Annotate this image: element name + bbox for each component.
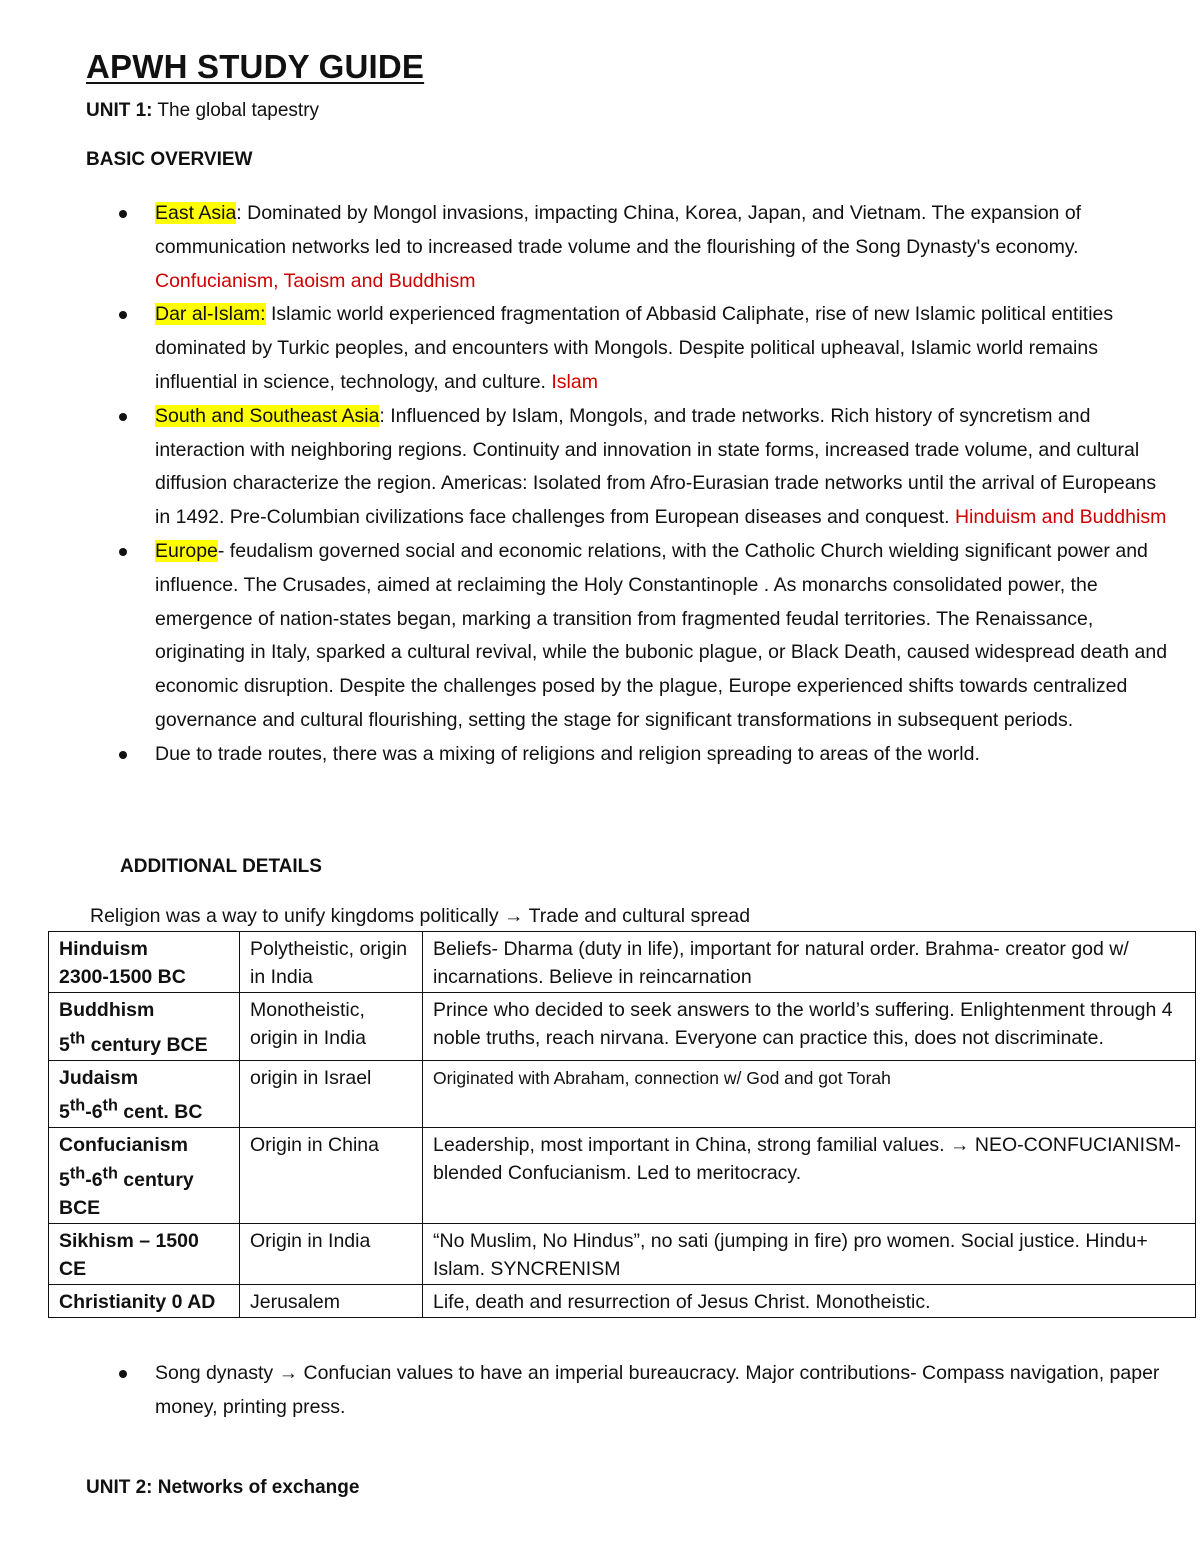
religion-name-cell xyxy=(49,1128,240,1224)
religion-name-cell xyxy=(49,1060,240,1128)
religion-name-cell xyxy=(49,993,240,1061)
religions-table xyxy=(48,931,1196,1318)
religion-details-cell: Leadership, most important in China, strong familial values. → NEO-CONFUCIANISM- blended Confucianism. Led to meritocracy. xyxy=(423,1128,1196,1224)
highlighted-term: Europe xyxy=(155,539,218,562)
table-row xyxy=(49,993,1196,1061)
highlighted-term: South and Southeast Asia xyxy=(155,404,380,427)
highlighted-term: East Asia xyxy=(155,202,237,224)
item-text: : Influenced by Islam, Mongols, and trade networks. Rich history of syncretism and interaction with neighboring regions. Continuity and innovation in state forms, increased trade volume, and cultural diffusion characterize the region. Americas: Isolated from Afro-Eurasian trade networks until the arrival of Europeans in 1492. Pre-Columbian civilizations face challenges from European diseases and conquest. xyxy=(155,404,1157,529)
religion-name: Hinduism xyxy=(59,938,148,960)
list-item-east-asia xyxy=(110,197,1170,298)
date-superscript: th xyxy=(69,1164,86,1182)
song-dynasty-list xyxy=(110,1357,1180,1425)
religion-details-cell: Life, death and resurrection of Jesus Christ. Monotheistic. xyxy=(423,1284,1196,1317)
unit-1-heading xyxy=(86,100,319,122)
date-superscript: th xyxy=(69,1029,86,1047)
religion-date xyxy=(59,1096,203,1123)
table-row xyxy=(49,1223,1196,1284)
religion-date xyxy=(59,1029,208,1056)
date-number: -6 xyxy=(85,1101,103,1123)
table-row xyxy=(49,1060,1196,1128)
religion-origin-cell: origin in Israel xyxy=(240,1060,423,1128)
item-text: : Dominated by Mongol invasions, impacting China, Korea, Japan, and Vietnam. The expansion of communication networks led to increased trade volume and the flourishing of the Song Dynasty's economy. xyxy=(155,202,1082,258)
item-text: - feudalism governed social and economic relations, with the Catholic Church wielding significant power and influence. The Crusades, aimed at reclaiming the Holy Constantinople . As monarchs consolidated power, the emergence of nation-states began, marking a transition from fragmented feudal territories. The Renaissance, originating in Italy, sparked a cultural revival, while the bubonic plague, or Black Death, caused widespread death and economic disruption. Despite the challenges posed by the plague, Europe experienced shifts towards centralized governance and cultural flourishing, setting the stage for significant transformations in subsequent periods. xyxy=(155,539,1168,731)
unit-2-label: UNIT 2: xyxy=(86,1477,153,1498)
list-item-song-dynasty xyxy=(110,1357,1180,1425)
list-item-south-asia xyxy=(110,400,1170,535)
religion-date: 2300-1500 BC xyxy=(59,966,186,988)
religion-origin-cell: Origin in China xyxy=(240,1128,423,1224)
date-superscript: th xyxy=(102,1096,118,1115)
list-item-europe xyxy=(110,535,1170,738)
religion-details-cell: “No Muslim, No Hindus”, no sati (jumping in fire) pro women. Social justice. Hindu+ Islam. SYNCRENISM xyxy=(423,1223,1196,1284)
date-number: -6 xyxy=(85,1168,103,1191)
religion-name: Buddhism xyxy=(59,999,155,1021)
religion-note: Confucianism, Taoism and Buddhism xyxy=(155,269,476,292)
date-number: 5 xyxy=(59,1101,70,1123)
unit-2-name: Networks of exchange xyxy=(152,1477,360,1498)
date-suffix: cent. BC xyxy=(117,1101,203,1123)
date-superscript: th xyxy=(69,1096,86,1115)
religion-name: Confucianism xyxy=(59,1134,188,1156)
religion-note: Hinduism and Buddhism xyxy=(954,506,1167,529)
additional-details-heading: ADDITIONAL DETAILS xyxy=(120,856,322,877)
unit-2-heading xyxy=(86,1477,359,1499)
date-number: 5 xyxy=(59,1033,70,1056)
item-text: Due to trade routes, there was a mixing of religions and religion spreading to areas of the world. xyxy=(155,742,980,765)
religion-name-cell: Sikhism – 1500 CE xyxy=(49,1223,240,1284)
religion-name: Judaism xyxy=(59,1066,139,1089)
table-row xyxy=(49,932,1196,993)
unit-1-label: UNIT 1: xyxy=(86,100,153,121)
religion-note: Islam xyxy=(551,370,598,393)
religion-name-cell xyxy=(49,932,240,993)
religion-details-cell: Prince who decided to seek answers to the world’s suffering. Enlightenment through 4 noble truths, reach nirvana. Everyone can practice this, does not discriminate. xyxy=(423,993,1196,1061)
religion-origin-cell: Monotheistic, origin in India xyxy=(240,993,423,1061)
basic-overview-heading: BASIC OVERVIEW xyxy=(86,149,253,170)
date-suffix: century BCE xyxy=(85,1033,208,1056)
religion-date xyxy=(59,1164,194,1219)
religion-origin-cell: Origin in India xyxy=(240,1223,423,1284)
page-title: APWH STUDY GUIDE xyxy=(86,48,425,85)
highlighted-term: Dar al-Islam: xyxy=(155,303,266,326)
date-number: 5 xyxy=(59,1168,70,1191)
religion-intro-text: Religion was a way to unify kingdoms politically → Trade and cultural spread xyxy=(90,905,751,927)
item-text: Song dynasty → Confucian values to have an imperial bureaucracy. Major contributions- Compass navigation, paper money, printing press. xyxy=(155,1362,1160,1418)
overview-list xyxy=(110,197,1170,772)
religion-details-cell: Originated with Abraham, connection w/ God and got Torah xyxy=(423,1060,1196,1128)
table-row xyxy=(49,1284,1196,1317)
list-item-trade-routes xyxy=(110,738,1170,772)
religion-origin-cell: Jerusalem xyxy=(240,1284,423,1317)
list-item-dar-al-islam xyxy=(110,298,1170,399)
date-suffix: century BCE xyxy=(59,1168,194,1219)
religion-name-cell: Christianity 0 AD xyxy=(49,1284,240,1317)
religion-details-cell: Beliefs- Dharma (duty in life), important for natural order. Brahma- creator god w/ incarnations. Believe in reincarnation xyxy=(423,932,1196,993)
table-row xyxy=(49,1128,1196,1224)
item-text: Islamic world experienced fragmentation of Abbasid Caliphate, rise of new Islamic political entities dominated by Turkic peoples, and encounters with Mongols. Despite political upheaval, Islamic world remains influential in science, technology, and culture. xyxy=(155,303,1114,393)
unit-1-name: The global tapestry xyxy=(152,100,320,121)
religion-origin-cell: Polytheistic, origin in India xyxy=(240,932,423,993)
date-superscript: th xyxy=(102,1164,118,1182)
